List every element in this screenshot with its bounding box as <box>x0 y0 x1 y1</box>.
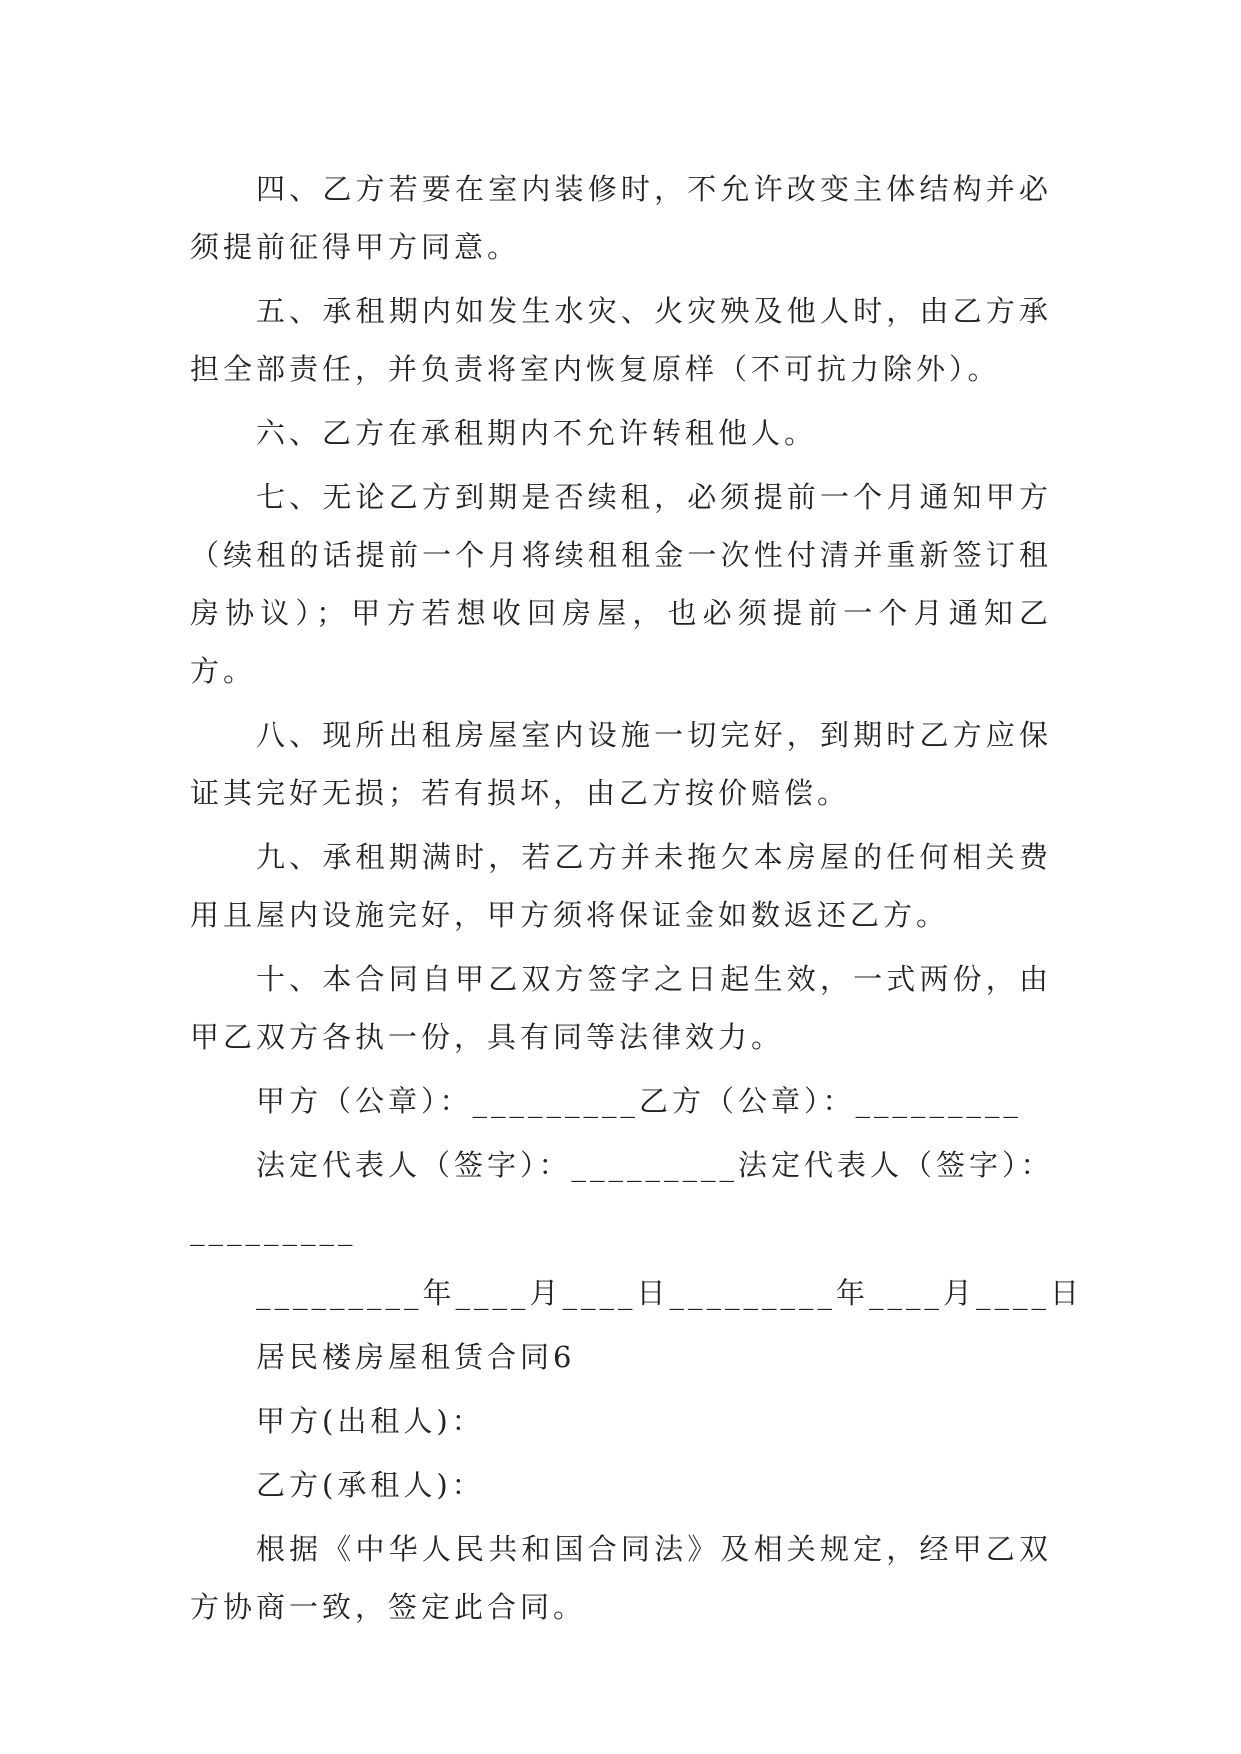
seal-signature-line: 甲方（公章）：_________乙方（公章）：_________ <box>256 1084 1023 1118</box>
representative-signature-line: 法定代表人（签字）：_________法定代表人（签字）： <box>256 1148 1054 1182</box>
party-a-label: 甲方(出租人)： <box>256 1404 485 1438</box>
clause-4: 四、乙方若要在室内装修时，不允许改变主体结构并必须提前征得甲方同意。 <box>190 172 1052 264</box>
party-b-label: 乙方(承租人)： <box>256 1468 485 1502</box>
clause-8: 八、现所出租房屋室内设施一切完好，到期时乙方应保证其完好无损；若有损坏，由乙方按价赔偿。 <box>190 718 1052 810</box>
clause-9: 九、承租期满时，若乙方并未拖欠本房屋的任何相关费用且屋内设施完好，甲方须将保证金如数返还乙方。 <box>190 840 1052 932</box>
clause-5: 五、承租期内如发生水灾、火灾殃及他人时，由乙方承担全部责任，并负责将室内恢复原样（不可抗力除外）。 <box>190 294 1052 386</box>
preamble: 根据《中华人民共和国合同法》及相关规定，经甲乙双方协商一致，签定此合同。 <box>190 1532 1052 1624</box>
clause-6: 六、乙方在承租期内不允许转租他人。 <box>256 416 818 450</box>
representative-signature-blank: _________ <box>190 1212 357 1246</box>
contract-title: 居民楼房屋租赁合同6 <box>256 1340 576 1374</box>
document-body <box>190 160 1084 1636</box>
clause-10: 十、本合同自甲乙双方签字之日起生效，一式两份，由甲乙双方各执一份，具有同等法律效力。 <box>190 962 1052 1054</box>
date-line: _________年____月____日_________年____月____日 <box>256 1276 1084 1310</box>
clause-7: 七、无论乙方到期是否续租，必须提前一个月通知甲方（续租的话提前一个月将续租租金一次性付清并重新签订租房协议）；甲方若想收回房屋，也必须提前一个月通知乙方。 <box>190 480 1052 688</box>
